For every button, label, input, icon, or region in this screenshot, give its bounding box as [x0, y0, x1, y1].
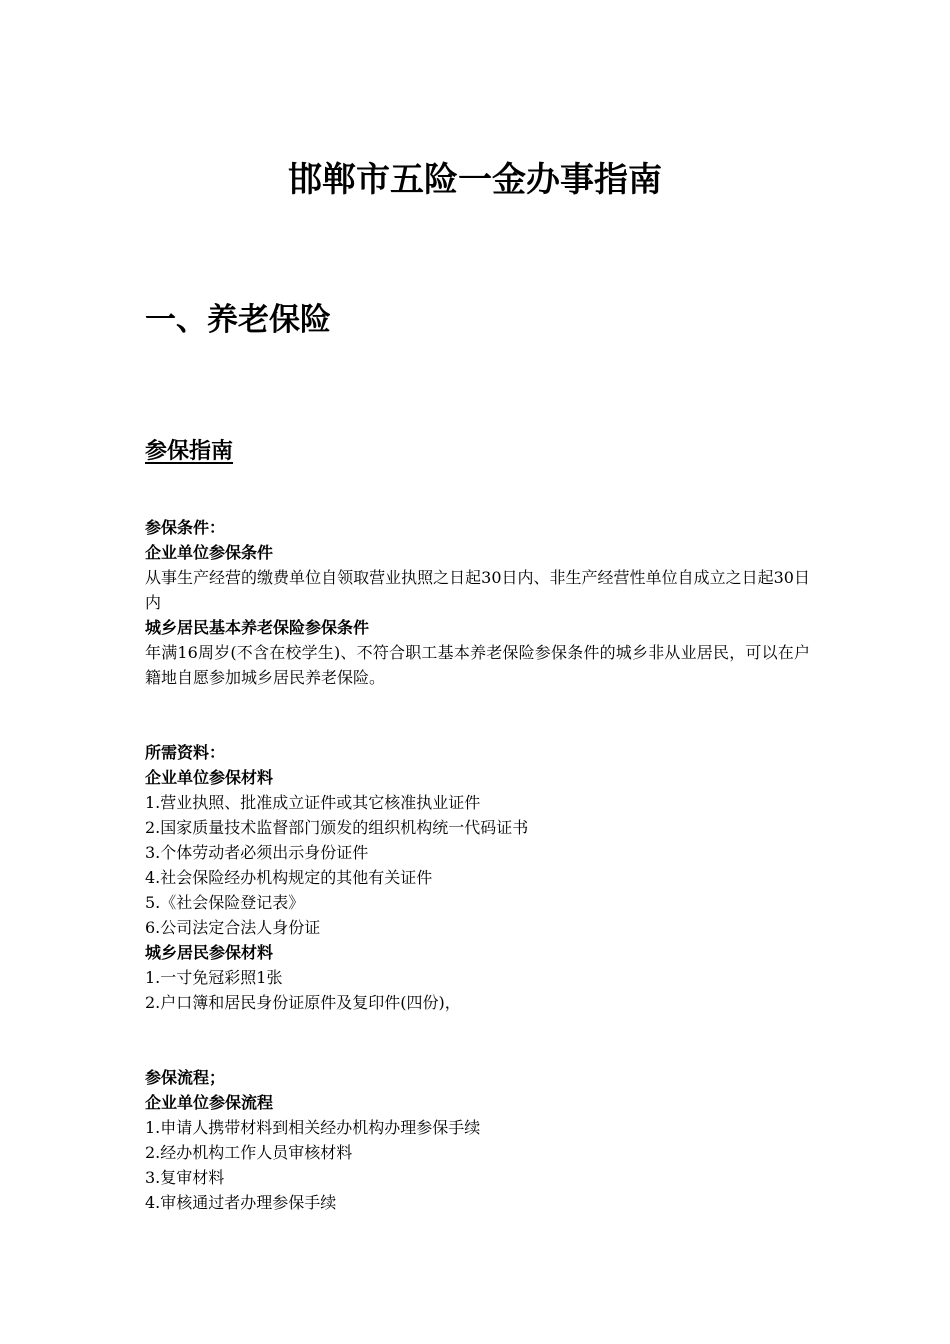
resident-materials-list	[145, 965, 810, 1015]
section-heading-pension: 一、养老保险	[145, 302, 331, 338]
enterprise-materials-list	[145, 790, 810, 940]
list-item: 1.营业执照、批准成立证件或其它核准执业证件	[145, 793, 481, 812]
list-item: 4.审核通过者办理参保手续	[145, 1193, 337, 1212]
list-item: 2.经办机构工作人员审核材料	[145, 1143, 353, 1162]
list-item: 4.社会保险经办机构规定的其他有关证件	[145, 868, 433, 887]
conditions-label: 参保条件：	[145, 518, 226, 537]
enterprise-conditions-text: 从事生产经营的缴费单位自领取营业执照之日起30日内、非生产经营性单位自成立之日起30日内	[145, 568, 810, 612]
list-item: 5.《社会保险登记表》	[145, 893, 305, 912]
list-item: 3.复审材料	[145, 1168, 225, 1187]
list-item: 2.国家质量技术监督部门颁发的组织机构统一代码证书	[145, 818, 529, 837]
enterprise-conditions-title: 企业单位参保条件	[145, 543, 274, 562]
process-block	[145, 1065, 810, 1215]
document-title: 邯郸市五险一金办事指南	[288, 160, 662, 200]
enterprise-process-title: 企业单位参保流程	[145, 1093, 274, 1112]
list-item: 6.公司法定合法人身份证	[145, 918, 321, 937]
list-item: 1.一寸免冠彩照1张	[145, 968, 283, 987]
enterprise-materials-title: 企业单位参保材料	[145, 768, 274, 787]
materials-label: 所需资料：	[145, 743, 226, 762]
list-item: 1.申请人携带材料到相关经办机构办理参保手续	[145, 1118, 481, 1137]
enterprise-process-list	[145, 1115, 810, 1215]
conditions-block	[145, 515, 810, 690]
list-item: 3.个体劳动者必须出示身份证件	[145, 843, 369, 862]
resident-conditions-title: 城乡居民基本养老保险参保条件	[145, 618, 370, 637]
list-item: 2.户口簿和居民身份证原件及复印件(四份)，	[145, 993, 461, 1012]
process-label: 参保流程；	[145, 1068, 226, 1087]
document-body	[145, 515, 810, 1215]
materials-block	[145, 740, 810, 1015]
resident-materials-title: 城乡居民参保材料	[145, 943, 274, 962]
subsection-heading-guide: 参保指南	[145, 439, 234, 464]
resident-conditions-text: 年满16周岁(不含在校学生)、不符合职工基本养老保险参保条件的城乡非从业居民，可以在户籍地自愿参加城乡居民养老保险。	[145, 643, 810, 687]
